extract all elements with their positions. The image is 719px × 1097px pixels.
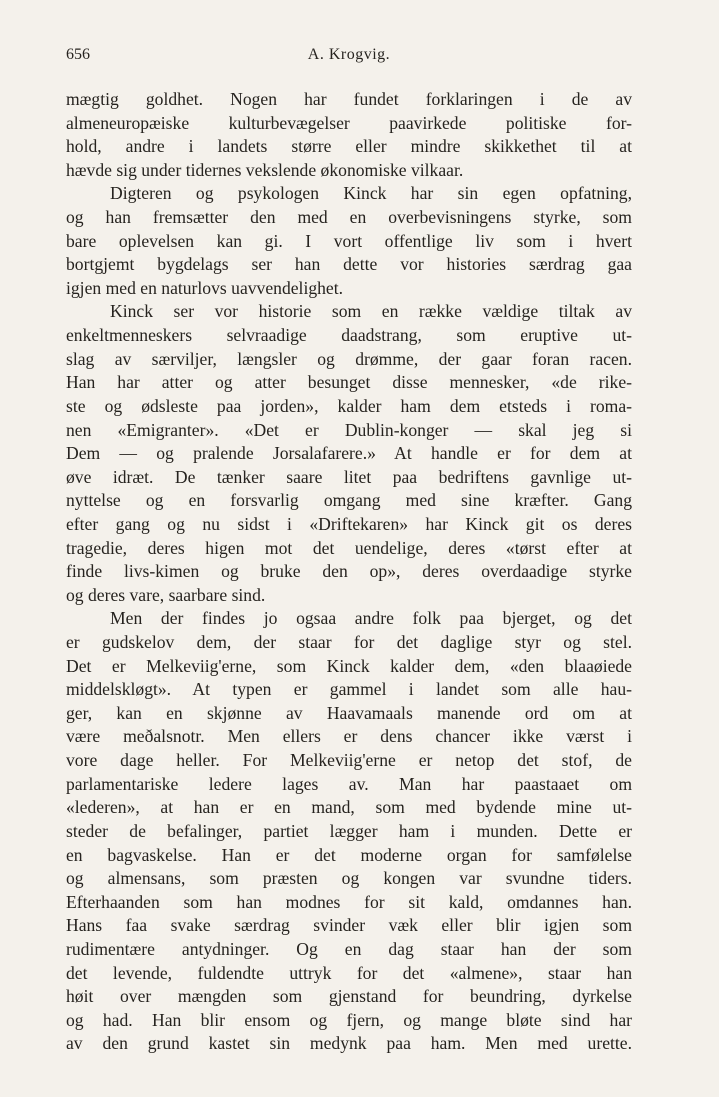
text-line: igjen med en naturlovs uavvendelighet. xyxy=(66,277,344,298)
running-head: A. Krogvig. xyxy=(307,46,391,63)
text-line: en bagvaskelse. Han er det moderne organ for samfølelse xyxy=(66,844,632,865)
text-line: ger, kan en skjønne av Haavamaals manende ord om at xyxy=(66,702,632,723)
text-line: av den grund kastet sin medynk paa ham. Men med urette. xyxy=(66,1033,632,1054)
text-line: Kinck ser vor historie som en række vældige tiltak av xyxy=(110,301,632,322)
text-line: Men der findes jo ogsaa andre folk paa bjerget, og det xyxy=(110,608,632,629)
text-line: finde livs-kimen og bruke den op», deres overdaadige styrke xyxy=(66,561,632,582)
text-line: Hans faa svake særdrag svinder væk eller blir igjen som xyxy=(66,915,632,936)
text-line: efter gang og nu sidst i «Driftekaren» har Kinck git os deres xyxy=(66,513,632,534)
text-line: høit over mængden som gjenstand for beundring, dyrkelse xyxy=(66,986,632,1007)
text-line: middelskløgt». At typen er gammel i landet som alle hau- xyxy=(66,679,632,700)
text-line: nen «Emigranter». «Det er Dublin-konger — skal jeg si xyxy=(66,419,632,440)
text-line: bare oplevelsen kan gi. I vort offentlige liv som i hvert xyxy=(66,230,632,251)
text-line: steder de befalinger, partiet lægger ham i munden. Dette er xyxy=(66,820,632,841)
text-line: øve idræt. De tænker saare litet paa bedriftens gavnlige ut- xyxy=(66,466,632,487)
text-line: «lederen», at han er en mand, som med bydende mine ut- xyxy=(66,797,632,818)
text-line: Dem — og pralende Jorsalafarere.» At handle er for dem at xyxy=(66,443,632,464)
page-header xyxy=(66,46,632,70)
text-line: det levende, fuldendte uttryk for det «almene», staar han xyxy=(66,962,632,983)
body-text xyxy=(66,88,632,1056)
text-line: tragedie, deres higen mot det uendelige, deres «tørst efter at xyxy=(66,537,632,558)
text-line: Han har atter og atter besunget disse mennesker, «de rike- xyxy=(66,372,632,393)
text-line: hævde sig under tidernes vekslende økonomiske vilkaar. xyxy=(66,159,464,180)
text-line: og had. Han blir ensom og fjern, og mange bløte sind har xyxy=(66,1009,632,1030)
text-line: hold, andre i landets større eller mindre skikkethet til at xyxy=(66,136,632,157)
text-line: slag av særviljer, længsler og drømme, der gaar foran racen. xyxy=(66,348,632,369)
text-line: og han fremsætter den med en overbevisningens styrke, som xyxy=(66,207,632,228)
text-line: ste og ødsleste paa jorden», kalder ham dem etsteds i roma- xyxy=(66,395,632,416)
text-line: Efterhaanden som han modnes for sit kald, omdannes han. xyxy=(66,891,632,912)
text-line: være meðalsnotr. Men ellers er dens chancer ikke værst i xyxy=(66,726,632,747)
text-line: Det er Melkeviig'erne, som Kinck kalder dem, «den blaaøiede xyxy=(66,655,632,676)
text-line: og deres vare, saarbare sind. xyxy=(66,584,266,605)
text-line: almeneuropæiske kulturbevægelser paavirkede politiske for- xyxy=(66,112,632,133)
page-number: 656 xyxy=(66,46,90,63)
text-line: enkeltmenneskers selvraadige daadstrang, som eruptive ut- xyxy=(66,325,632,346)
text-line: mægtig goldhet. Nogen har fundet forklaringen i de av xyxy=(66,89,632,109)
text-line: og almensans, som præsten og kongen var svundne tiders. xyxy=(66,868,632,889)
text-line: parlamentariske ledere lages av. Man har paastaaet om xyxy=(66,773,632,794)
text-line: er gudskelov dem, der staar for det daglige styr og stel. xyxy=(66,632,632,653)
text-line: vore dage heller. For Melkeviig'erne er netop det stof, de xyxy=(66,750,632,771)
text-line: rudimentære antydninger. Og en dag staar han der som xyxy=(66,938,632,959)
text-line: nyttelse og en forsvarlig omgang med sine kræfter. Gang xyxy=(66,490,632,511)
text-line: Digteren og psykologen Kinck har sin egen opfatning, xyxy=(110,183,632,204)
text-line: bortgjemt bygdelags ser han dette vor histories særdrag gaa xyxy=(66,254,632,275)
